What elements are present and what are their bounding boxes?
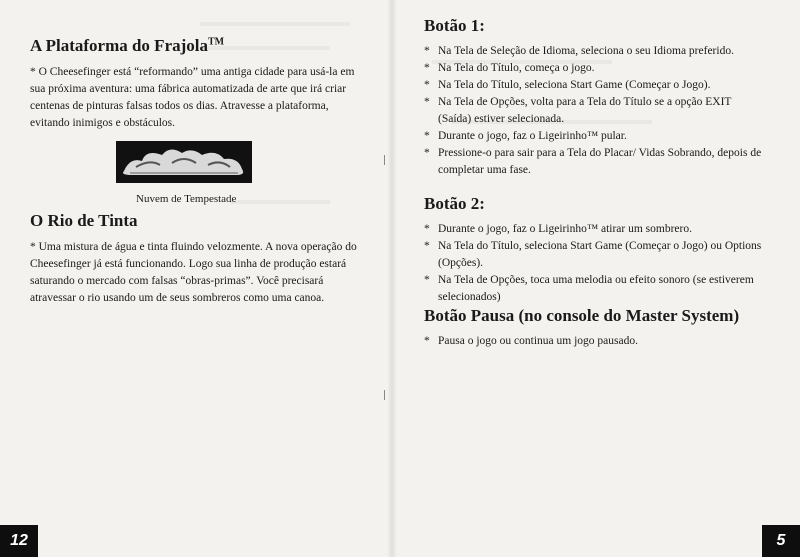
button2-list	[424, 221, 764, 306]
section-title: Botão 1:	[424, 16, 485, 35]
list-item: * Na Tela de Opções, volta para a Tela do Título se a opção EXIT (Saída) estiver selecionada.	[424, 94, 764, 128]
page-number: 12	[0, 525, 38, 557]
left-page	[0, 0, 392, 557]
figure-caption: Nuvem de Tempestade	[136, 193, 237, 205]
list-item: * Na Tela do Título, seleciona Start Game (Começar o Jogo) ou Options (Opções).	[424, 238, 764, 272]
right-page	[392, 0, 800, 557]
list-item: * Pausa o jogo ou continua um jogo pausado.	[424, 333, 764, 350]
pause-list	[424, 333, 764, 350]
list-item: * Na Tela do Título, seleciona Start Game (Começar o Jogo).	[424, 77, 764, 94]
list-item: * Na Tela de Seleção de Idioma, seleciona o seu Idioma preferido.	[424, 43, 764, 60]
list-item: * Durante o jogo, faz o Ligeirinho™ atirar um sombrero.	[424, 221, 764, 238]
list-item: * Na Tela de Opções, toca uma melodia ou efeito sonoro (se estiverem selecionados)	[424, 272, 764, 306]
fold-mark	[384, 155, 385, 165]
show-through-mark	[230, 200, 330, 204]
button1-list	[424, 43, 764, 179]
list-item: * Pressione-o para sair para a Tela do Placar/ Vidas Sobrando, depois de completar uma fase.	[424, 145, 764, 179]
cloud-platform-icon	[116, 141, 252, 183]
fold-mark	[384, 390, 385, 400]
section-title: Botão Pausa (no console do Master System)	[424, 306, 740, 325]
section-title: A Plataforma do Frajola™	[30, 36, 225, 55]
page-number: 5	[762, 525, 800, 557]
section-title: Botão 2:	[424, 194, 485, 213]
section-title: O Rio de Tinta	[30, 211, 138, 230]
section-body: * Uma mistura de água e tinta fluindo velozmente. A nova operação do Cheesefinger já está funcionando. Logo sua linha de produção estará saturando o mercado com falsas “obras-primas”. Você precisará atravessar o rio usando um de seus sombreros como uma canoa.	[30, 241, 357, 304]
show-through-mark	[200, 22, 350, 26]
list-item: * Na Tela do Título, começa o jogo.	[424, 60, 764, 77]
section-body: * O Cheesefinger está “reformando” uma antiga cidade para usá-la em sua próxima aventura: uma fábrica automatizada de arte que irá criar centenas de pinturas falsas todos os dias. Atravesse a plataforma, evitando inimigos e obstáculos.	[30, 66, 355, 129]
list-item: * Durante o jogo, faz o Ligeirinho™ pular.	[424, 128, 764, 145]
